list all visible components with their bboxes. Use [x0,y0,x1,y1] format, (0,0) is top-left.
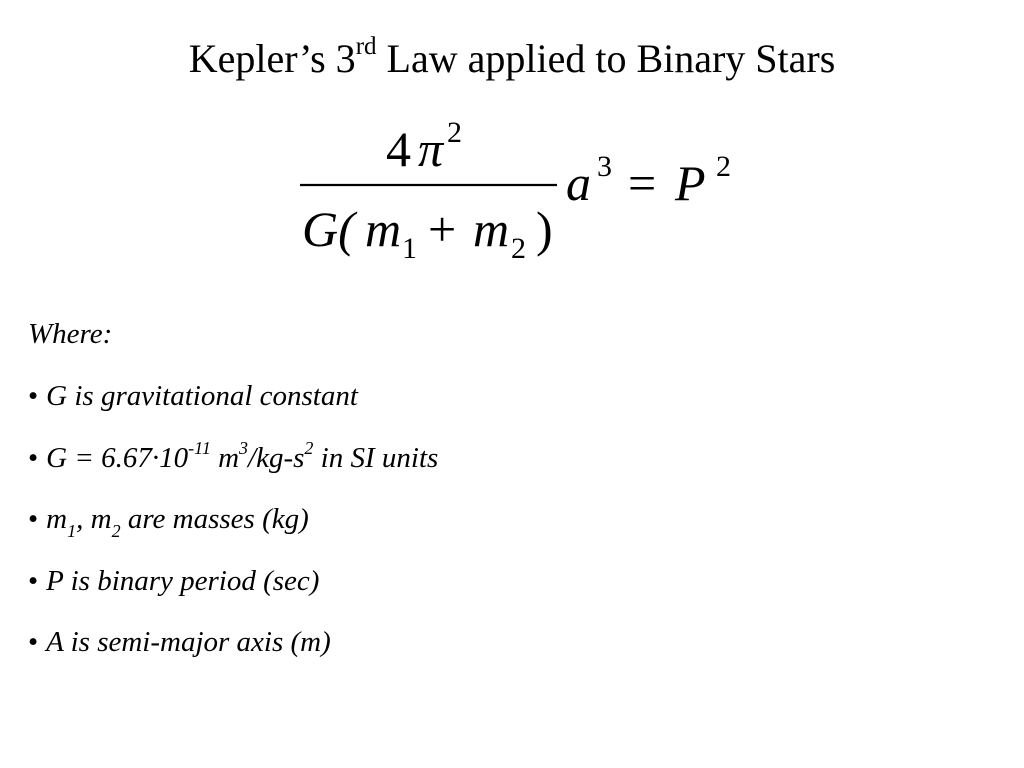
definitions-list [28,376,438,684]
title-suffix: Law applied to Binary Stars [376,36,836,81]
bullet-marker: • [28,564,39,597]
bullet-marker: • [28,380,39,412]
list-item-g-value [28,438,438,500]
masses-m1: m [46,503,68,535]
list-item-masses [28,499,438,561]
slide-title [0,32,1024,86]
masses-rest: are masses (kg) [120,503,309,535]
bullet-marker: • [28,626,39,658]
period-p: P [675,155,706,211]
masses-sub2: 2 [111,520,121,541]
list-item-gravitational-constant [28,376,438,438]
bullet-marker: • [28,503,39,535]
g-value-exponent: -11 [188,437,211,458]
denominator-close-paren: ) [536,201,553,257]
p-exponent: 2 [716,150,731,183]
numerator-pi: π [418,121,444,177]
kepler-formula [290,108,760,278]
bullet-text: A is semi-major axis (m) [46,626,331,658]
numerator-exponent: 2 [447,116,462,149]
bullet-text: P is binary period (sec) [46,564,320,597]
denominator-sub2: 2 [511,232,526,265]
bullet-text: G is gravitational constant [46,380,358,412]
g-value-m-exponent: 3 [239,437,249,458]
list-item-period [28,561,438,623]
masses-sep: , m [76,503,112,535]
where-label: Where: [28,318,113,350]
list-item-semi-major-axis [28,622,438,684]
masses-sub1: 1 [67,520,77,541]
equals-sign: = [628,155,657,211]
a-exponent: 3 [597,150,612,183]
denominator-plus: + [428,201,457,257]
bullet-text [46,503,309,541]
semi-major-a: a [566,155,591,211]
g-value-text-b: m [210,441,240,474]
title-prefix: Kepler’s 3 [188,36,356,81]
bullet-marker: • [28,441,39,474]
g-value-text-d: in SI units [313,441,439,474]
g-value-s-exponent: 2 [304,437,314,458]
title-superscript: rd [355,32,377,60]
g-value-text-c: /kg-s [248,441,305,474]
denominator-m1: m [365,201,402,257]
denominator-g: G( [302,201,355,257]
kepler-formula-svg [290,108,760,278]
numerator-coefficient: 4 [386,121,411,177]
g-value-text-a: G = 6.67·10 [46,441,189,474]
denominator-m2: m [473,201,510,257]
denominator-sub1: 1 [402,232,417,265]
bullet-text [46,437,439,474]
